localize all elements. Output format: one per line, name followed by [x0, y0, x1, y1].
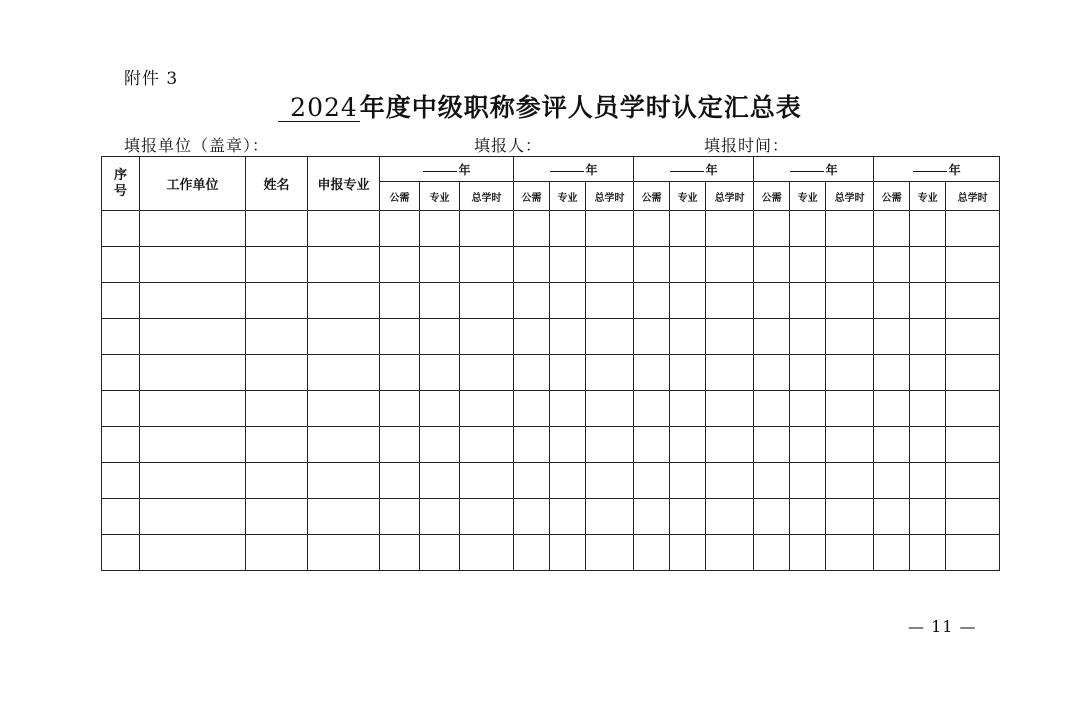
- header-work-unit: 工作单位: [140, 157, 246, 211]
- table-cell[interactable]: [514, 463, 550, 499]
- table-cell[interactable]: [140, 319, 246, 355]
- table-cell[interactable]: [102, 427, 140, 463]
- table-cell[interactable]: [634, 283, 670, 319]
- table-cell[interactable]: [826, 211, 874, 247]
- table-cell[interactable]: [826, 499, 874, 535]
- table-cell[interactable]: [874, 535, 910, 571]
- table-cell[interactable]: [102, 283, 140, 319]
- year-suffix: 年: [705, 162, 718, 177]
- table-cell[interactable]: [874, 355, 910, 391]
- table-cell[interactable]: [550, 211, 586, 247]
- table-cell[interactable]: [706, 427, 754, 463]
- table-cell[interactable]: [514, 283, 550, 319]
- header-total-hours: 总学时: [946, 182, 1000, 211]
- fill-time-label: 填报时间：: [704, 136, 790, 155]
- table-cell[interactable]: [754, 283, 790, 319]
- table-cell[interactable]: [946, 427, 1000, 463]
- table-cell[interactable]: [946, 499, 1000, 535]
- header-total-hours: 总学时: [826, 182, 874, 211]
- table-cell[interactable]: [754, 463, 790, 499]
- header-public: 公需: [634, 182, 670, 211]
- table-cell[interactable]: [308, 319, 380, 355]
- header-name: 姓名: [246, 157, 308, 211]
- table-cell[interactable]: [874, 247, 910, 283]
- table-cell[interactable]: [246, 319, 308, 355]
- table-cell[interactable]: [140, 391, 246, 427]
- table-cell[interactable]: [790, 319, 826, 355]
- table-cell[interactable]: [380, 247, 420, 283]
- header-year-group: [874, 157, 1000, 182]
- table-cell[interactable]: [754, 211, 790, 247]
- table-cell[interactable]: [308, 535, 380, 571]
- table-header-row-1: [102, 157, 1000, 182]
- table-cell[interactable]: [910, 427, 946, 463]
- header-public: 公需: [754, 182, 790, 211]
- table-cell[interactable]: [246, 535, 308, 571]
- table-cell[interactable]: [670, 319, 706, 355]
- header-seq-label: 序 号: [113, 167, 127, 199]
- table-cell[interactable]: [420, 319, 460, 355]
- table-cell[interactable]: [308, 499, 380, 535]
- summary-table: [101, 156, 1000, 571]
- table-cell[interactable]: [380, 211, 420, 247]
- table-cell[interactable]: [140, 211, 246, 247]
- table-cell[interactable]: [460, 427, 514, 463]
- table-cell[interactable]: [634, 391, 670, 427]
- table-cell[interactable]: [706, 499, 754, 535]
- table-cell[interactable]: [586, 463, 634, 499]
- table-cell[interactable]: [790, 247, 826, 283]
- table-cell[interactable]: [946, 355, 1000, 391]
- table-cell[interactable]: [706, 535, 754, 571]
- table-cell[interactable]: [420, 427, 460, 463]
- table-cell[interactable]: [380, 499, 420, 535]
- table-cell[interactable]: [586, 499, 634, 535]
- table-cell[interactable]: [420, 211, 460, 247]
- reporting-unit-label: 填报单位（盖章）：: [124, 136, 270, 155]
- table-cell[interactable]: [308, 247, 380, 283]
- table-cell[interactable]: [706, 319, 754, 355]
- table-cell[interactable]: [460, 463, 514, 499]
- header-year-group: [754, 157, 874, 182]
- table-cell[interactable]: [946, 211, 1000, 247]
- header-total-hours: 总学时: [706, 182, 754, 211]
- header-total-hours: 总学时: [460, 182, 514, 211]
- table-cell[interactable]: [246, 211, 308, 247]
- table-cell[interactable]: [946, 283, 1000, 319]
- table-cell[interactable]: [420, 283, 460, 319]
- table-cell[interactable]: [460, 211, 514, 247]
- header-public: 公需: [380, 182, 420, 211]
- table-cell[interactable]: [946, 319, 1000, 355]
- table-cell[interactable]: [102, 499, 140, 535]
- table-cell[interactable]: [946, 463, 1000, 499]
- table-cell[interactable]: [586, 427, 634, 463]
- table-cell[interactable]: [910, 319, 946, 355]
- table-cell[interactable]: [586, 535, 634, 571]
- page-title: [0, 88, 1080, 124]
- table-cell[interactable]: [308, 211, 380, 247]
- year-suffix: 年: [948, 162, 961, 177]
- table-cell[interactable]: [706, 355, 754, 391]
- table-cell[interactable]: [550, 391, 586, 427]
- table-row: [102, 463, 1000, 499]
- table-cell[interactable]: [514, 499, 550, 535]
- header-public: 公需: [874, 182, 910, 211]
- table-cell[interactable]: [910, 247, 946, 283]
- table-cell[interactable]: [246, 427, 308, 463]
- table-cell[interactable]: [874, 499, 910, 535]
- table-cell[interactable]: [550, 427, 586, 463]
- table-cell[interactable]: [670, 427, 706, 463]
- table-cell[interactable]: [790, 283, 826, 319]
- page-number: — 11 —: [908, 617, 977, 636]
- table-cell[interactable]: [670, 211, 706, 247]
- table-cell[interactable]: [514, 355, 550, 391]
- table-cell[interactable]: [380, 283, 420, 319]
- table-cell[interactable]: [246, 463, 308, 499]
- table-cell[interactable]: [460, 499, 514, 535]
- year-suffix: 年: [825, 162, 838, 177]
- table-cell[interactable]: [754, 535, 790, 571]
- table-cell[interactable]: [634, 535, 670, 571]
- table-cell[interactable]: [308, 463, 380, 499]
- table-cell[interactable]: [140, 247, 246, 283]
- table-cell[interactable]: [420, 535, 460, 571]
- table-cell[interactable]: [308, 283, 380, 319]
- table-cell[interactable]: [550, 535, 586, 571]
- table-cell[interactable]: [670, 283, 706, 319]
- table-cell[interactable]: [550, 355, 586, 391]
- table-cell[interactable]: [910, 283, 946, 319]
- table-cell[interactable]: [634, 319, 670, 355]
- table-cell[interactable]: [246, 283, 308, 319]
- table-cell[interactable]: [420, 499, 460, 535]
- table-cell[interactable]: [706, 463, 754, 499]
- table-cell[interactable]: [380, 355, 420, 391]
- filler-label: 填报人：: [474, 136, 543, 155]
- table-cell[interactable]: [790, 355, 826, 391]
- table-cell[interactable]: [790, 463, 826, 499]
- table-cell[interactable]: [670, 391, 706, 427]
- table-cell[interactable]: [586, 319, 634, 355]
- table-cell[interactable]: [420, 247, 460, 283]
- table-cell[interactable]: [586, 391, 634, 427]
- table-cell[interactable]: [308, 355, 380, 391]
- table-cell[interactable]: [380, 463, 420, 499]
- table-cell[interactable]: [460, 355, 514, 391]
- table-row: [102, 283, 1000, 319]
- table-cell[interactable]: [874, 283, 910, 319]
- table-cell[interactable]: [514, 319, 550, 355]
- table-cell[interactable]: [634, 463, 670, 499]
- table-cell[interactable]: [790, 499, 826, 535]
- table-cell[interactable]: [102, 535, 140, 571]
- table-cell[interactable]: [420, 355, 460, 391]
- table-cell[interactable]: [706, 211, 754, 247]
- table-cell[interactable]: [634, 247, 670, 283]
- header-professional: 专业: [550, 182, 586, 211]
- table-cell[interactable]: [102, 463, 140, 499]
- table-cell[interactable]: [380, 535, 420, 571]
- table-cell[interactable]: [946, 535, 1000, 571]
- table-cell[interactable]: [380, 391, 420, 427]
- table-cell[interactable]: [826, 391, 874, 427]
- table-row: [102, 427, 1000, 463]
- table-cell[interactable]: [826, 247, 874, 283]
- year-blank: [550, 171, 584, 172]
- year-suffix: 年: [585, 162, 598, 177]
- table-cell[interactable]: [670, 355, 706, 391]
- table-cell[interactable]: [550, 463, 586, 499]
- table-cell[interactable]: [514, 535, 550, 571]
- header-professional: 专业: [790, 182, 826, 211]
- header-year-group: [514, 157, 634, 182]
- table-row: [102, 247, 1000, 283]
- table-row: [102, 355, 1000, 391]
- table-cell[interactable]: [140, 283, 246, 319]
- table-cell[interactable]: [246, 247, 308, 283]
- table-row: [102, 211, 1000, 247]
- table-cell[interactable]: [420, 391, 460, 427]
- table-cell[interactable]: [460, 283, 514, 319]
- table-cell[interactable]: [874, 211, 910, 247]
- table-cell[interactable]: [706, 283, 754, 319]
- header-professional: 专业: [670, 182, 706, 211]
- table-cell[interactable]: [586, 211, 634, 247]
- table-cell[interactable]: [790, 427, 826, 463]
- table-cell[interactable]: [946, 247, 1000, 283]
- table-cell[interactable]: [910, 463, 946, 499]
- year-blank: [790, 171, 824, 172]
- table-cell[interactable]: [550, 247, 586, 283]
- table-cell[interactable]: [826, 283, 874, 319]
- table-row: [102, 499, 1000, 535]
- table-cell[interactable]: [754, 391, 790, 427]
- header-professional: 专业: [420, 182, 460, 211]
- table-cell[interactable]: [308, 391, 380, 427]
- table-cell[interactable]: [754, 427, 790, 463]
- table-cell[interactable]: [826, 463, 874, 499]
- table-row: [102, 535, 1000, 571]
- header-specialty: 申报专业: [308, 157, 380, 211]
- year-blank: [913, 171, 947, 172]
- table-cell[interactable]: [670, 535, 706, 571]
- attachment-label: 附件 3: [124, 69, 179, 89]
- table-cell[interactable]: [140, 499, 246, 535]
- table-cell[interactable]: [670, 247, 706, 283]
- table-cell[interactable]: [102, 319, 140, 355]
- table-cell[interactable]: [946, 391, 1000, 427]
- table-cell[interactable]: [634, 211, 670, 247]
- table-cell[interactable]: [140, 535, 246, 571]
- table-cell[interactable]: [910, 211, 946, 247]
- table-cell[interactable]: [586, 283, 634, 319]
- table-cell[interactable]: [874, 319, 910, 355]
- table-cell[interactable]: [874, 427, 910, 463]
- table-cell[interactable]: [246, 355, 308, 391]
- table-cell[interactable]: [420, 463, 460, 499]
- table-cell[interactable]: [910, 391, 946, 427]
- table-cell[interactable]: [754, 499, 790, 535]
- table-cell[interactable]: [380, 319, 420, 355]
- table-cell[interactable]: [826, 427, 874, 463]
- table-cell[interactable]: [380, 427, 420, 463]
- table-row: [102, 319, 1000, 355]
- table-cell[interactable]: [826, 355, 874, 391]
- header-professional: 专业: [910, 182, 946, 211]
- table-cell[interactable]: [790, 535, 826, 571]
- table-cell[interactable]: [550, 499, 586, 535]
- header-seq: [102, 157, 140, 211]
- table-cell[interactable]: [550, 319, 586, 355]
- table-cell[interactable]: [102, 211, 140, 247]
- table-body: [102, 211, 1000, 571]
- table-cell[interactable]: [514, 427, 550, 463]
- table-cell[interactable]: [102, 247, 140, 283]
- table-cell[interactable]: [910, 499, 946, 535]
- year-suffix: 年: [458, 162, 471, 177]
- table-cell[interactable]: [460, 319, 514, 355]
- table-cell[interactable]: [910, 355, 946, 391]
- table-cell[interactable]: [140, 355, 246, 391]
- table-cell[interactable]: [102, 355, 140, 391]
- table-cell[interactable]: [634, 355, 670, 391]
- header-year-group: [380, 157, 514, 182]
- table-cell[interactable]: [514, 391, 550, 427]
- table-cell[interactable]: [826, 319, 874, 355]
- table-cell[interactable]: [514, 247, 550, 283]
- table-row: [102, 391, 1000, 427]
- header-public: 公需: [514, 182, 550, 211]
- table-cell[interactable]: [790, 391, 826, 427]
- table-cell[interactable]: [140, 463, 246, 499]
- year-blank: [423, 171, 457, 172]
- header-year-group: [634, 157, 754, 182]
- table-cell[interactable]: [634, 499, 670, 535]
- table-cell[interactable]: [706, 247, 754, 283]
- table-cell[interactable]: [670, 499, 706, 535]
- table-cell[interactable]: [826, 535, 874, 571]
- title-text: 年度中级职称参评人员学时认定汇总表: [359, 93, 802, 122]
- table-cell[interactable]: [754, 319, 790, 355]
- year-blank: [670, 171, 704, 172]
- table-cell[interactable]: [102, 391, 140, 427]
- table-cell[interactable]: [246, 391, 308, 427]
- table-cell[interactable]: [308, 427, 380, 463]
- table-cell[interactable]: [550, 283, 586, 319]
- table-cell[interactable]: [140, 427, 246, 463]
- table-cell[interactable]: [586, 355, 634, 391]
- table-cell[interactable]: [910, 535, 946, 571]
- table-cell[interactable]: [514, 211, 550, 247]
- table-cell[interactable]: [634, 427, 670, 463]
- table-cell[interactable]: [874, 391, 910, 427]
- table-cell[interactable]: [586, 247, 634, 283]
- table-cell[interactable]: [246, 499, 308, 535]
- table-cell[interactable]: [460, 535, 514, 571]
- table-cell[interactable]: [460, 247, 514, 283]
- table-cell[interactable]: [460, 391, 514, 427]
- header-total-hours: 总学时: [586, 182, 634, 211]
- table-cell[interactable]: [874, 463, 910, 499]
- table-cell[interactable]: [754, 247, 790, 283]
- table-cell[interactable]: [754, 355, 790, 391]
- table-cell[interactable]: [790, 211, 826, 247]
- table-cell[interactable]: [706, 391, 754, 427]
- table-cell[interactable]: [670, 463, 706, 499]
- title-year: 2024: [278, 95, 360, 122]
